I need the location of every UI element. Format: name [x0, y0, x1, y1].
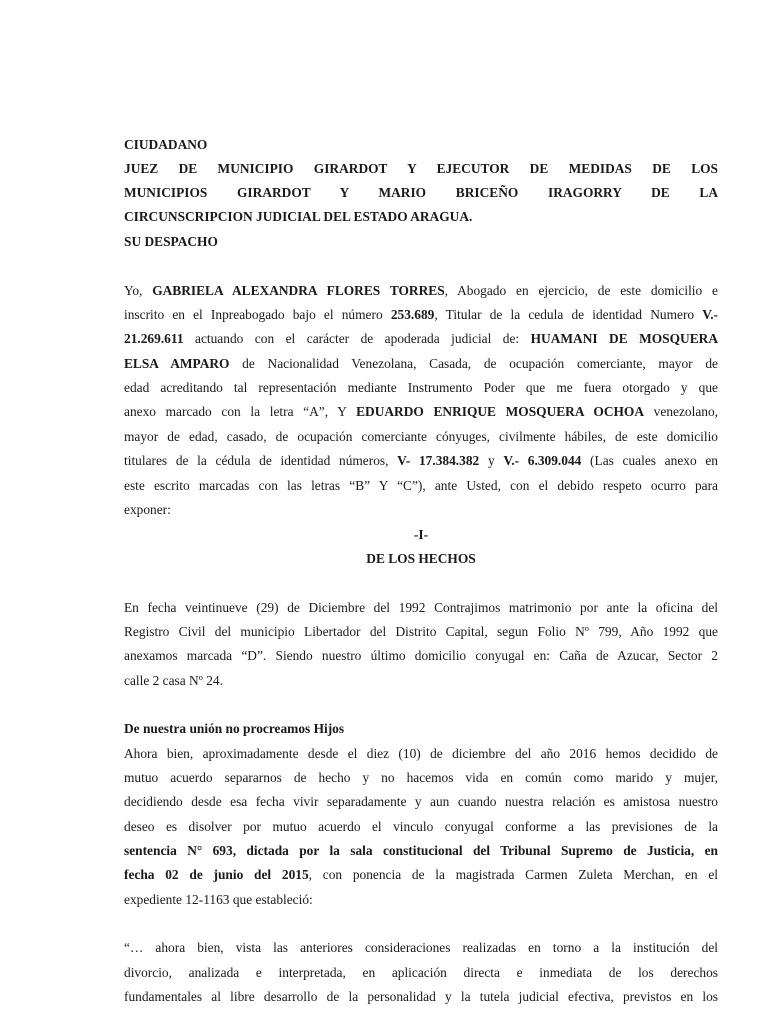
body-line: decidiendo desde esa fecha vivir separadamente y aun cuando nuestra relación es amistosa nuestro: [124, 794, 718, 809]
section-number: -I-: [413, 527, 429, 542]
second-client-name: EDUARDO ENRIQUE MOSQUERA OCHOA: [356, 404, 645, 419]
facts-line: En fecha veintinueve (29) de Diciembre del 1992 Contrajimos matrimonio por ante la oficina del: [124, 600, 718, 615]
intro-line: Yo, GABRIELA ALEXANDRA FLORES TORRES, Abogado en ejercicio, de este domicilio e: [124, 283, 718, 298]
facts-line: anexamos marcada “D”. Siendo nuestro último domicilio conyugal en: Caña de Azucar, Sector 2: [124, 648, 718, 663]
sentence-date: fecha 02 de junio del 2015: [124, 867, 309, 882]
quote-line: fundamentales al libre desarrollo de la personalidad y la tutela judicial efectiva, previstos en los: [124, 989, 718, 1004]
quote-line: “… ahora bien, vista las anteriores consideraciones realizadas en torno a la institución del: [124, 940, 718, 955]
intro-line: anexo marcado con la letra “A”, Y EDUARDO ENRIQUE MOSQUERA OCHOA venezolano,: [124, 404, 718, 419]
body-line: fecha 02 de junio del 2015, con ponencia de la magistrada Carmen Zuleta Merchan, en el: [124, 867, 718, 882]
intro-line: mayor de edad, casado, de ocupación comerciante cónyuges, civilmente hábiles, de este domicilio: [124, 429, 718, 444]
addressee-line-2: MUNICIPIOS GIRARDOT Y MARIO BRICEÑO IRAGORRY DE LA: [124, 185, 718, 200]
facts-line: calle 2 casa Nº 24.: [124, 673, 223, 688]
inpreabogado-number: 253.689: [390, 307, 435, 322]
intro-line: edad acreditando tal representación mediante Instrumento Poder que me fuera otorgado y que: [124, 380, 718, 395]
addressee-salutation: CIUDADANO: [124, 137, 208, 152]
intro-line: ELSA AMPARO de Nacionalidad Venezolana, Casada, de ocupación comerciante, mayor de: [124, 356, 718, 371]
sentence-reference: sentencia N° 693, dictada por la sala constitucional del Tribunal Supremo de Justicia, en: [124, 843, 718, 858]
body-line: deseo es disolver por mutuo acuerdo el vinculo conyugal conforme a las previsiones de la: [124, 819, 718, 834]
intro-line: este escrito marcadas con las letras “B” Y “C”), ante Usted, con el debido respeto ocurro para: [124, 478, 718, 493]
intro-line: 21.269.611 actuando con el carácter de apoderada judicial de: HUAMANI DE MOSQUERA: [124, 331, 718, 346]
body-line: Ahora bien, aproximadamente desde el diez (10) de diciembre del año 2016 hemos decidido de: [124, 746, 718, 761]
body-line: mutuo acuerdo separarnos de hecho y no hacemos vida en común como marido y mujer,: [124, 770, 718, 785]
intro-line: titulares de la cédula de identidad números, V- 17.384.382 y V.- 6.309.044 (Las cuales anexo en: [124, 453, 718, 468]
addressee-closing: SU DESPACHO: [124, 234, 218, 249]
id-number-1: V- 17.384.382: [397, 453, 480, 468]
addressee-line-3: CIRCUNSCRIPCION JUDICIAL DEL ESTADO ARAGUA.: [124, 209, 473, 224]
section-title: DE LOS HECHOS: [366, 551, 476, 566]
addressee-line-1: JUEZ DE MUNICIPIO GIRARDOT Y EJECUTOR DE MEDIDAS DE LOS: [124, 161, 718, 176]
client-name: HUAMANI DE MOSQUERA: [530, 331, 718, 346]
facts-line: Registro Civil del municipio Libertador del Distrito Capital, segun Folio Nº 799, Año 1992 que: [124, 624, 718, 639]
id-number-2: V.- 6.309.044: [503, 453, 582, 468]
intro-line: inscrito en el Inpreabogado bajo el número 253.689, Titular de la cedula de identidad Numero V.-: [124, 307, 719, 322]
children-heading: De nuestra unión no procreamos Hijos: [124, 721, 345, 736]
intro-line: exponer:: [124, 502, 171, 517]
quote-line: divorcio, analizada e interpretada, en aplicación directa e inmediata de los derechos: [124, 965, 718, 980]
attorney-id-number: 21.269.611: [124, 331, 184, 346]
body-line: expediente 12-1163 que estableció:: [124, 892, 313, 907]
attorney-name: GABRIELA ALEXANDRA FLORES TORRES: [152, 283, 445, 298]
